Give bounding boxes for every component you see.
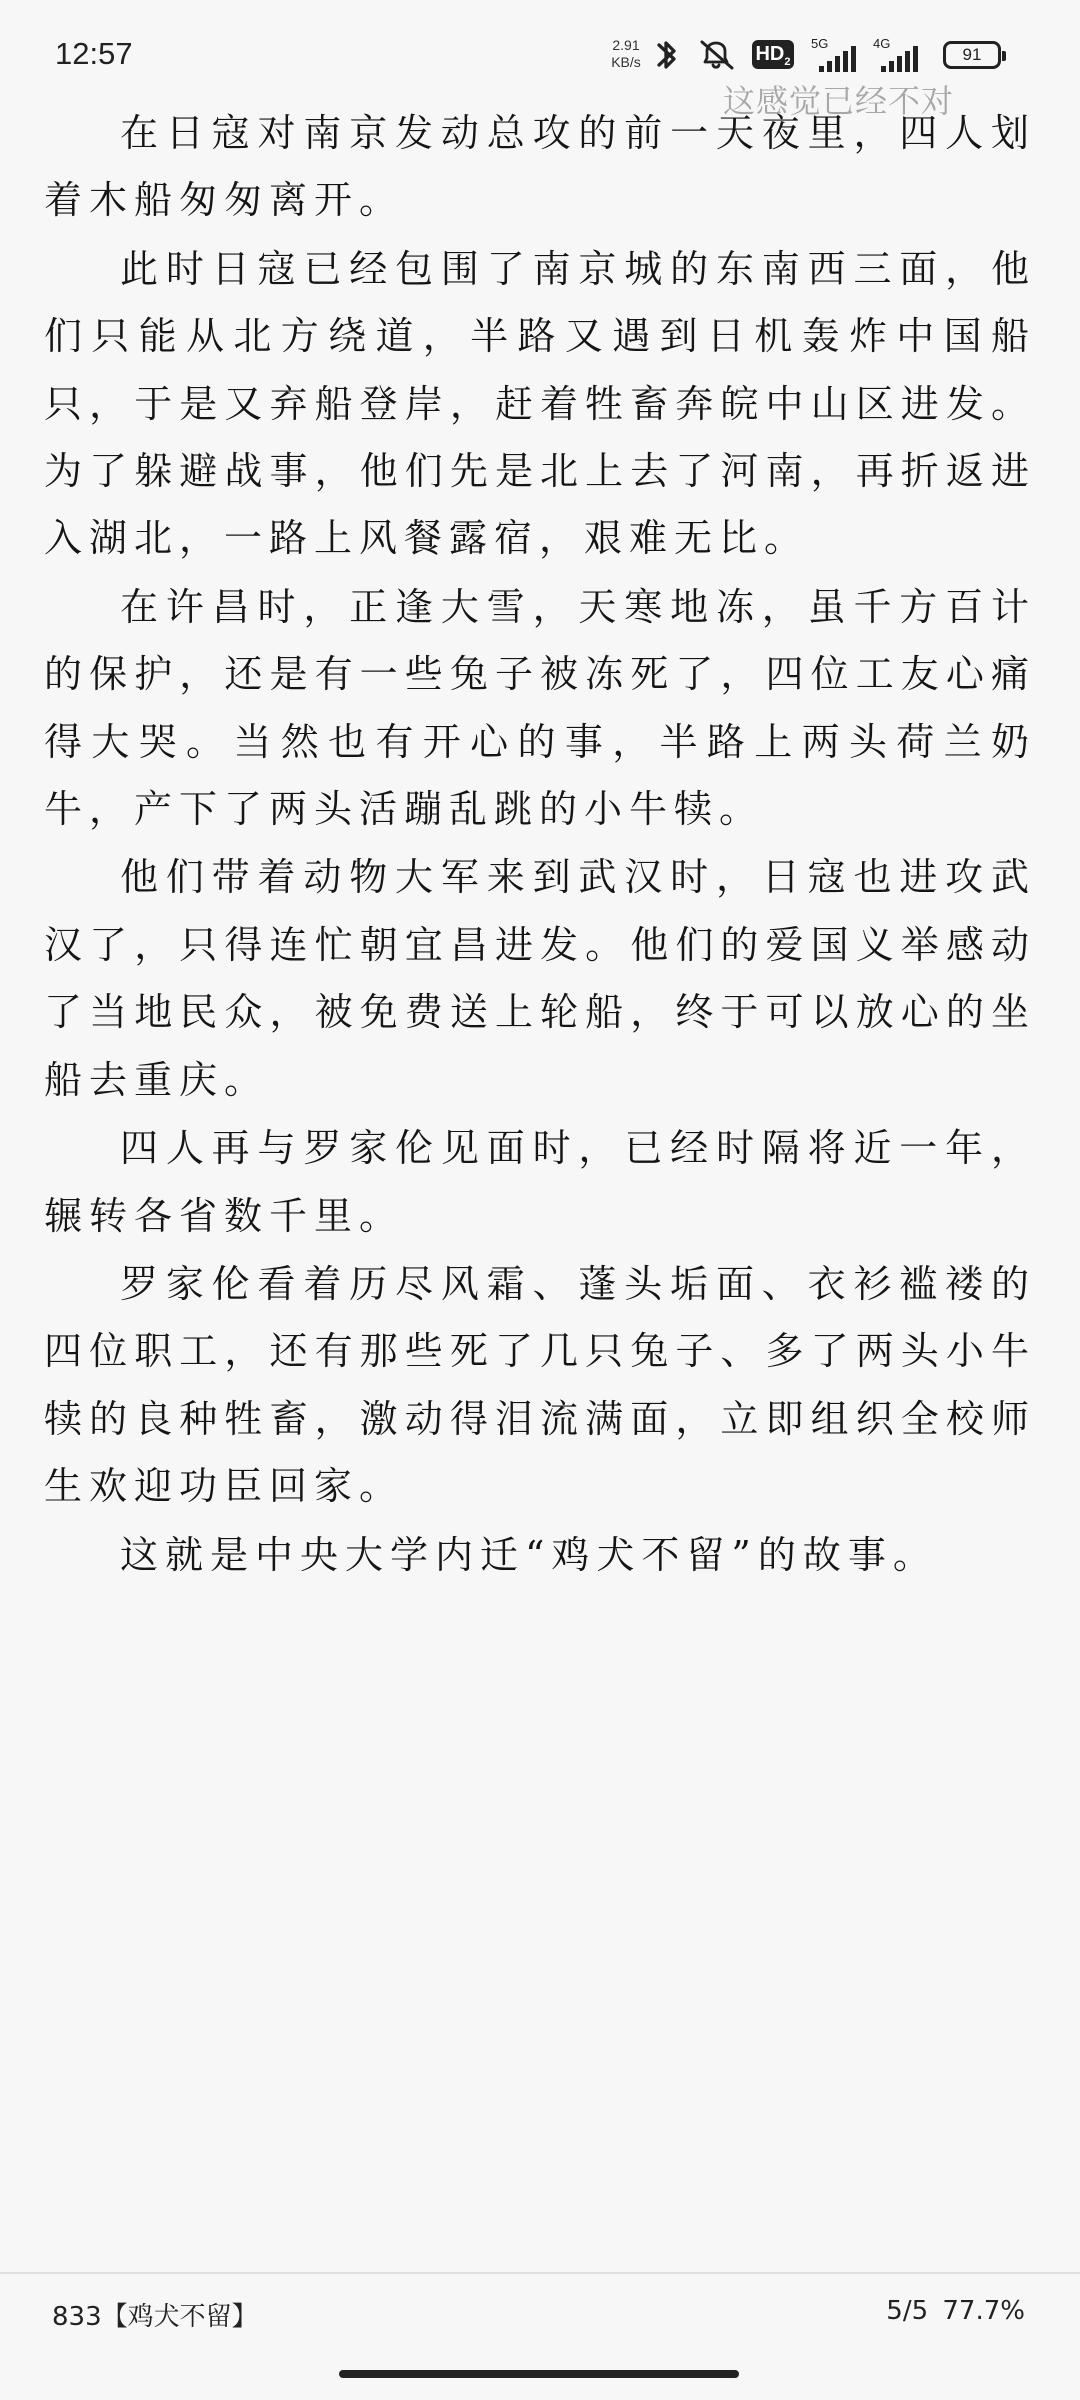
hd-icon [752, 40, 794, 69]
paragraph-5: 四人再与罗家伦见面时，已经时隔将近一年，辗转各省数千里。 [44, 1126, 1036, 1238]
bluetooth-icon [649, 36, 683, 74]
watermark-text: 这感觉已经不对 [723, 82, 955, 120]
mute-icon [695, 37, 739, 73]
reading-progress [886, 2296, 1025, 2326]
reader-content[interactable] [44, 100, 1036, 1590]
paragraph-6: 罗家伦看着历尽风霜、蓬头垢面、衣衫褴褛的四位职工，还有那些死了几只兔子、多了两头小牛犊的良种牲畜，激动得泪流满面，立即组织全校师生欢迎功臣回家。 [44, 1261, 1036, 1509]
footer-divider [0, 2272, 1080, 2274]
signal-5g-icon [811, 36, 871, 74]
page-counter: 5/5 [886, 2296, 929, 2326]
battery-icon [943, 41, 1001, 69]
network-speed-unit: KB/s [611, 54, 641, 70]
network-speed-value: 2.91 [612, 37, 640, 53]
network-speed [606, 37, 646, 71]
hd-subscript: 2 [784, 56, 791, 68]
paragraph-2: 此时日寇已经包围了南京城的东南西三面，他们只能从北方绕道，半路又遇到日机轰炸中国船只，于是又弃船登岸，赶着牲畜奔皖中山区进发。为了躲避战事，他们先是北上去了河南，再折返进入湖北，一路上风餐露宿，艰难无比。 [44, 246, 1036, 561]
paragraph-4: 他们带着动物大军来到武汉时，日寇也进攻武汉了，只得连忙朝宜昌进发。他们的爱国义举感动了当地民众，被免费送上轮船，终于可以放心的坐船去重庆。 [44, 855, 1036, 1102]
hd-label: HD [755, 43, 785, 65]
signal-4g-label: 4G [873, 36, 891, 51]
signal-5g-bars [819, 40, 867, 74]
paragraph-3: 在许昌时，正逢大雪，天寒地冻，虽千方百计的保护，还是有一些兔子被冻死了，四位工友心痛得大哭。当然也有开心的事，半路上两头荷兰奶牛，产下了两头活蹦乱跳的小牛犊。 [44, 584, 1036, 832]
status-time: 12:57 [55, 36, 133, 71]
battery-level: 91 [962, 45, 982, 64]
signal-5g-label: 5G [811, 36, 829, 51]
signal-4g-icon [873, 36, 933, 74]
home-indicator[interactable] [339, 2370, 739, 2378]
paragraph-7: 这就是中央大学内迁“鸡犬不留”的故事。 [120, 1532, 938, 1577]
chapter-title: 833【鸡犬不留】 [52, 2302, 258, 2332]
percent-read: 77.7% [942, 2296, 1025, 2326]
paragraph-1: 在日寇对南京发动总攻的前一天夜里，四人划着木船匆匆离开。 [44, 111, 1036, 223]
signal-4g-bars [881, 40, 929, 74]
